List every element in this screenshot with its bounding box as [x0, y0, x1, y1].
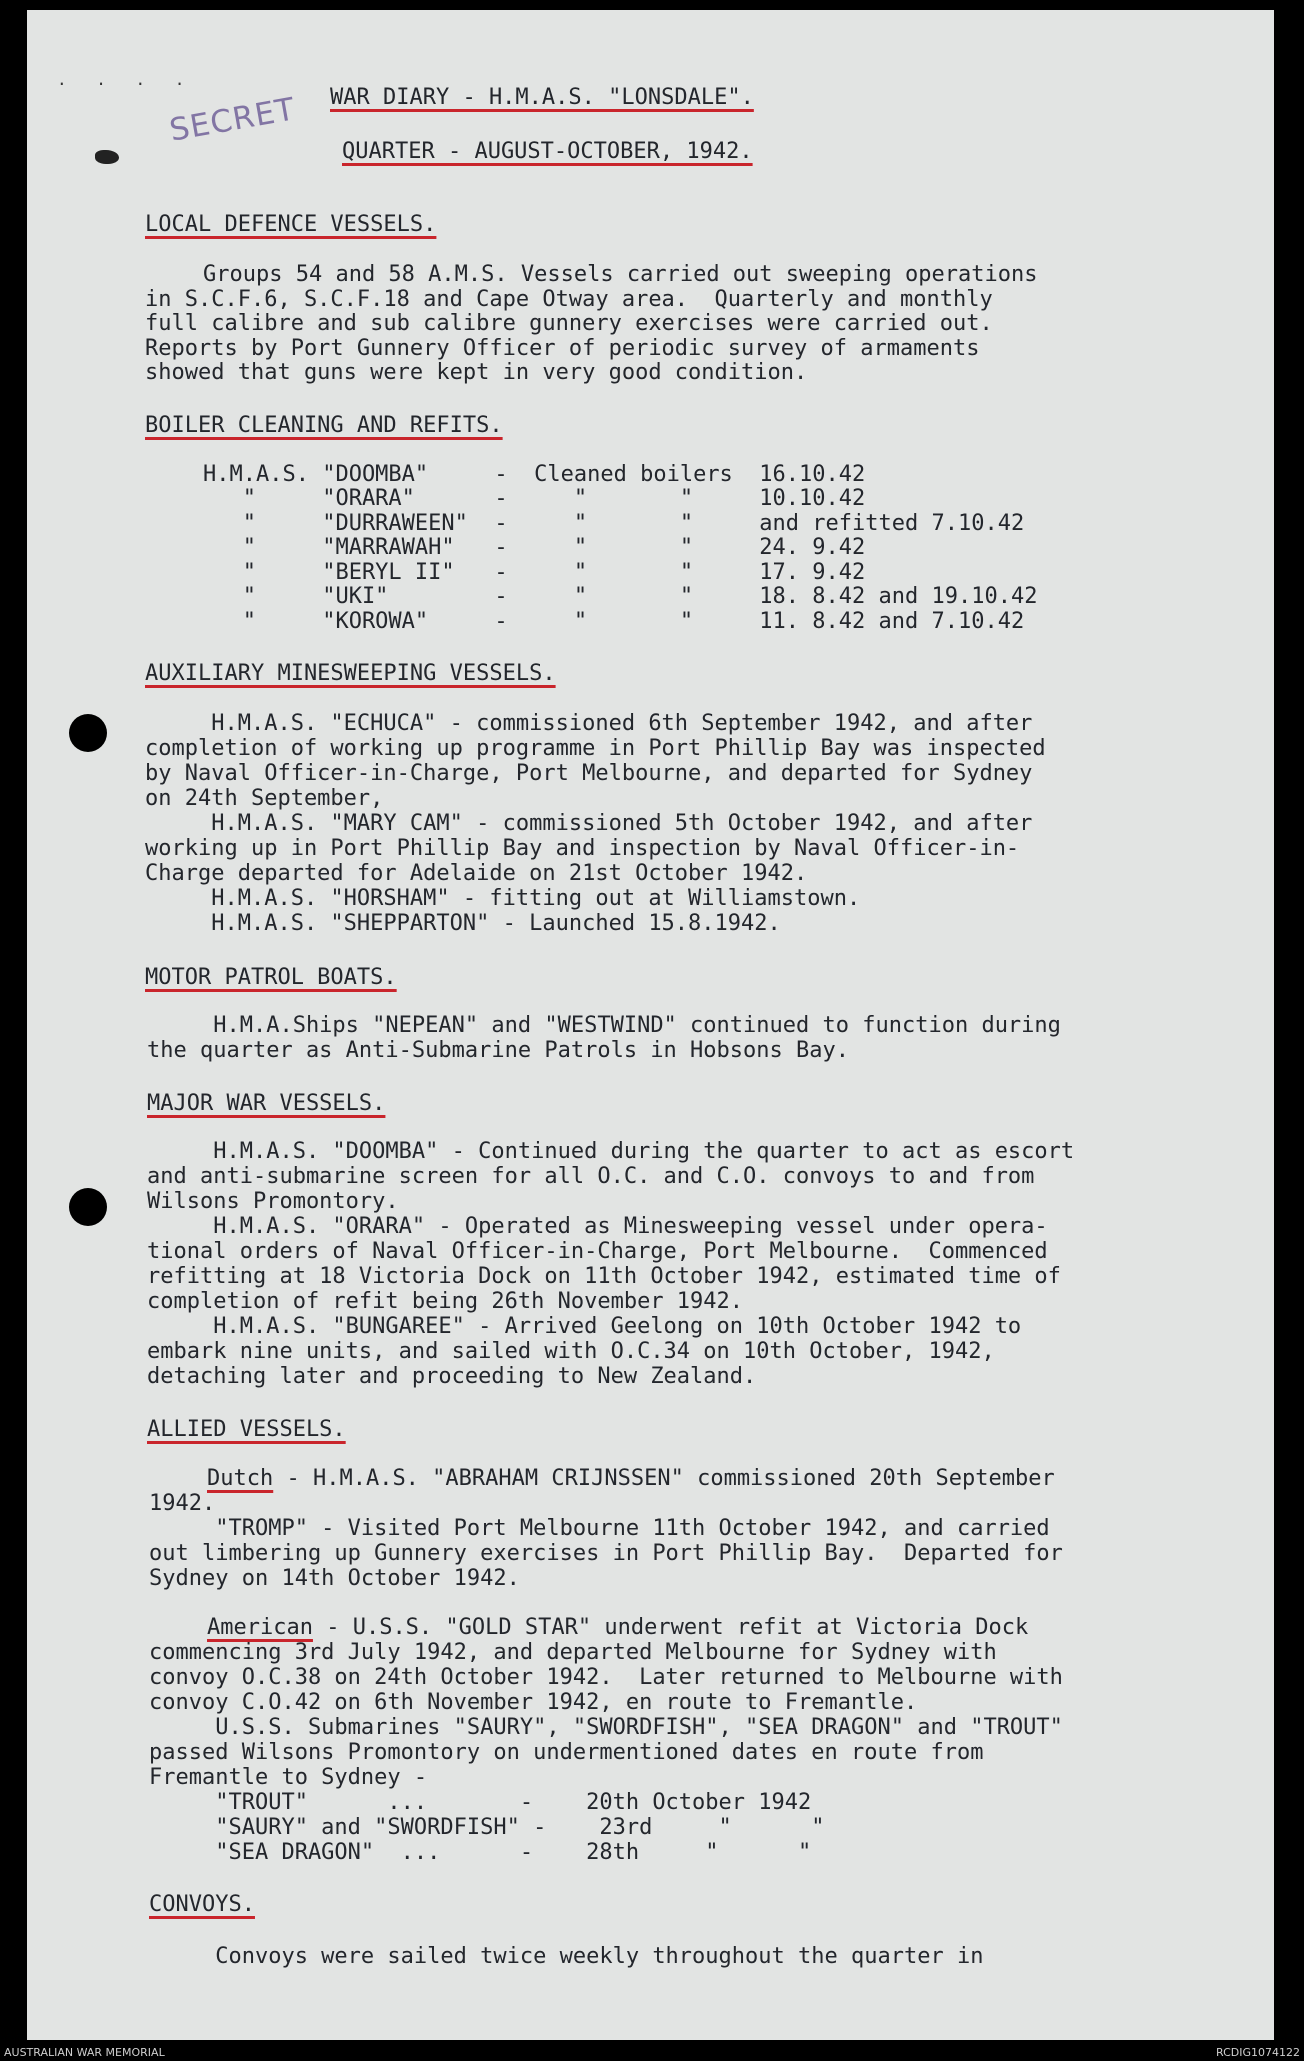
text-line: H.M.A.Ships "NEPEAN" and "WESTWIND" continued to function during	[147, 1013, 1061, 1038]
ink-mark	[95, 150, 119, 164]
text-line: H.M.A.S. "ECHUCA" - commissioned 6th September 1942, and after	[145, 711, 1033, 736]
allied-heading: ALLIED VESSELS.	[147, 1417, 346, 1442]
text-line: "TROUT" ... - 20th October 1942	[149, 1790, 812, 1815]
text-line: detaching later and proceeding to New Zealand.	[147, 1364, 757, 1389]
text-line: Convoys were sailed twice weekly throughout the quarter in	[149, 1944, 984, 1969]
text-line: in S.C.F.6, S.C.F.18 and Cape Otway area. Quarterly and monthly	[145, 287, 993, 312]
text-line: "SEA DRAGON" ... - 28th " "	[149, 1840, 812, 1865]
text-line: commencing 3rd July 1942, and departed Melbourne for Sydney with	[149, 1640, 997, 1665]
text-line: Charge departed for Adelaide on 21st October 1942.	[145, 861, 808, 886]
text-line: Groups 54 and 58 A.M.S. Vessels carried out sweeping operations	[203, 262, 1038, 287]
text-line: on 24th September,	[145, 786, 384, 811]
list-item: " "UKI" - " " 18. 8.42 and 19.10.42	[203, 584, 1038, 609]
text-line: convoy O.C.38 on 24th October 1942. Later returned to Melbourne with	[149, 1665, 1063, 1690]
text-line: the quarter as Anti-Submarine Patrols in Hobsons Bay.	[147, 1038, 849, 1063]
list-item: " "BERYL II" - " " 17. 9.42	[203, 560, 866, 585]
text-line: full calibre and sub calibre gunnery exercises were carried out.	[145, 311, 993, 336]
text-line: by Naval Officer-in-Charge, Port Melbourne, and departed for Sydney	[145, 761, 1033, 786]
text-line: "TROMP" - Visited Port Melbourne 11th October 1942, and carried	[149, 1516, 1050, 1541]
document-page	[27, 10, 1274, 2040]
list-item: " "MARRAWAH" - " " 24. 9.42	[203, 535, 866, 560]
list-item: H.M.A.S. "DOOMBA" - Cleaned boilers 16.10.42	[203, 462, 866, 487]
document-title: WAR DIARY - H.M.A.S. "LONSDALE".	[330, 85, 754, 110]
text-line: and anti-submarine screen for all O.C. and C.O. convoys to and from	[147, 1164, 1035, 1189]
footer-record-id: RCDIG1074122	[1215, 2046, 1300, 2059]
text-line: showed that guns were kept in very good condition.	[145, 360, 808, 385]
list-item: " "KOROWA" - " " 11. 8.42 and 7.10.42	[203, 609, 1025, 634]
text-line: Reports by Port Gunnery Officer of periodic survey of armaments	[145, 336, 980, 361]
text-line: completion of working up programme in Port Phillip Bay was inspected	[145, 736, 1046, 761]
text-line: H.M.A.S. "HORSHAM" - fitting out at Williamstown.	[145, 886, 861, 911]
convoys-heading: CONVOYS.	[149, 1892, 255, 1917]
punch-hole-bottom	[69, 1188, 107, 1226]
text-line: tional orders of Naval Officer-in-Charge, Port Melbourne. Commenced	[147, 1239, 1048, 1264]
major-war-heading: MAJOR WAR VESSELS.	[147, 1091, 386, 1116]
text-line: refitting at 18 Victoria Dock on 11th October 1942, estimated time of	[147, 1264, 1061, 1289]
footer-source: AUSTRALIAN WAR MEMORIAL	[4, 2046, 165, 2059]
text-line: "SAURY" and "SWORDFISH" - 23rd " "	[149, 1815, 825, 1840]
text-line: H.M.A.S. "MARY CAM" - commissioned 5th October 1942, and after	[145, 811, 1033, 836]
text-line: working up in Port Phillip Bay and inspection by Naval Officer-in-	[145, 836, 1020, 861]
archive-footer	[0, 2043, 1304, 2061]
boiler-heading: BOILER CLEANING AND REFITS.	[145, 413, 503, 438]
text-line: convoy C.O.42 on 6th November 1942, en route to Fremantle.	[149, 1690, 918, 1715]
text-line: H.M.A.S. "SHEPPARTON" - Launched 15.8.1942.	[145, 911, 781, 936]
motor-patrol-heading: MOTOR PATROL BOATS.	[145, 965, 397, 990]
dutch-label: Dutch	[207, 1466, 274, 1491]
text-line: American - U.S.S. "GOLD STAR" underwent refit at Victoria Dock	[207, 1615, 1029, 1640]
american-label: American	[207, 1615, 313, 1640]
local-defence-heading: LOCAL DEFENCE VESSELS.	[145, 212, 437, 237]
text-line: H.M.A.S. "ORARA" - Operated as Minesweeping vessel under opera-	[147, 1214, 1048, 1239]
punch-hole-top	[69, 714, 107, 752]
list-item: " "ORARA" - " " 10.10.42	[203, 486, 866, 511]
text-line: U.S.S. Submarines "SAURY", "SWORDFISH", "SEA DRAGON" and "TROUT"	[149, 1715, 1063, 1740]
paper-dots: . . . .	[57, 70, 195, 89]
text-line: H.M.A.S. "BUNGAREE" - Arrived Geelong on 10th October 1942 to	[147, 1314, 1022, 1339]
text-line: 1942.	[149, 1491, 216, 1516]
text-line: Dutch - H.M.A.S. "ABRAHAM CRIJNSSEN" commissioned 20th September	[207, 1466, 1055, 1491]
list-item: " "DURRAWEEN" - " " and refitted 7.10.42	[203, 511, 1025, 536]
secret-stamp: SECRET	[166, 91, 299, 149]
text-line: embark nine units, and sailed with O.C.34 on 10th October, 1942,	[147, 1339, 995, 1364]
text-line: completion of refit being 26th November 1942.	[147, 1289, 744, 1314]
text-line: Wilsons Promontory.	[147, 1189, 399, 1214]
auxiliary-heading: AUXILIARY MINESWEEPING VESSELS.	[145, 661, 556, 686]
text-line: passed Wilsons Promontory on undermentioned dates en route from	[149, 1740, 984, 1765]
quarter-title: QUARTER - AUGUST-OCTOBER, 1942.	[342, 139, 753, 164]
text-line: Sydney on 14th October 1942.	[149, 1566, 520, 1591]
text-line: Fremantle to Sydney -	[149, 1765, 428, 1790]
text-line: out limbering up Gunnery exercises in Port Phillip Bay. Departed for	[149, 1541, 1063, 1566]
text-line: H.M.A.S. "DOOMBA" - Continued during the quarter to act as escort	[147, 1139, 1075, 1164]
